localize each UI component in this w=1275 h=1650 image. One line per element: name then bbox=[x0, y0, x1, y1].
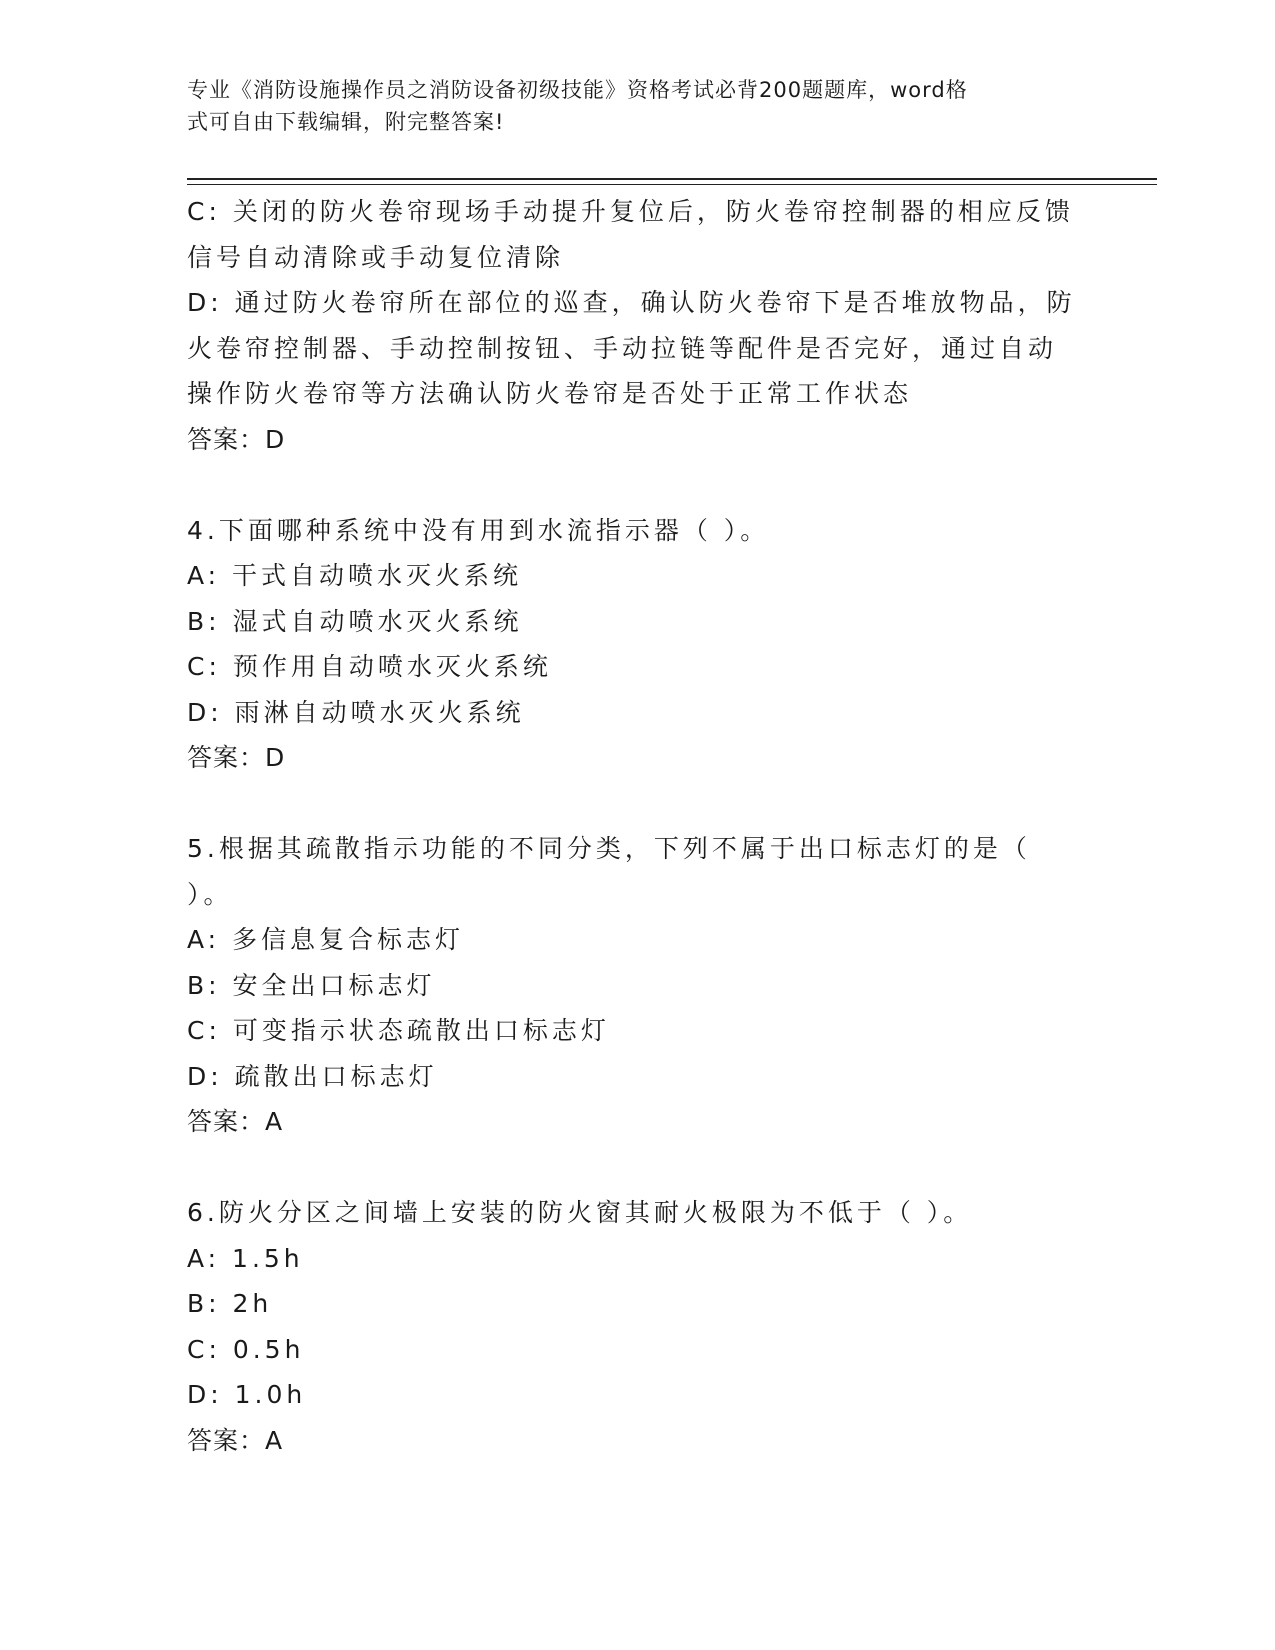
q5-option-b: B: 安全出口标志灯 bbox=[187, 970, 436, 1000]
spacer bbox=[187, 462, 1087, 508]
header-title-line-1: 专业《消防设施操作员之消防设备初级技能》资格考试必背200题题库，word格 bbox=[187, 78, 968, 102]
question-4 bbox=[187, 508, 1087, 781]
spacer bbox=[187, 781, 1087, 827]
q4-option-d: D: 雨淋自动喷水灭火系统 bbox=[187, 697, 525, 727]
q4-question: 4.下面哪种系统中没有用到水流指示器（ ）。 bbox=[187, 515, 770, 545]
q3-option-d-line-3: 操作防火卷帘等方法确认防火卷帘是否处于正常工作状态 bbox=[187, 379, 913, 408]
q5-question-line-1: 5.根据其疏散指示功能的不同分类，下列不属于出口标志灯的是（ bbox=[187, 834, 1031, 863]
q4-option-b: B: 湿式自动喷水灭火系统 bbox=[187, 606, 523, 636]
q5-option-a: A: 多信息复合标志灯 bbox=[187, 925, 465, 954]
q6-option-d: D: 1.0h bbox=[187, 1380, 307, 1409]
q6-option-c: C: 0.5h bbox=[187, 1334, 305, 1364]
q5-option-c: C: 可变指示状态疏散出口标志灯 bbox=[187, 1016, 610, 1045]
page-header bbox=[187, 74, 1067, 138]
question-5 bbox=[187, 826, 1087, 1145]
q6-option-b: B: 2h bbox=[187, 1289, 273, 1318]
q6-option-a: A: 1.5h bbox=[187, 1243, 304, 1273]
q3-option-d-line-2: 火卷帘控制器、手动控制按钮、手动拉链等配件是否完好，通过自动 bbox=[187, 333, 1058, 363]
q3-option-c-line-2: 信号自动清除或手动复位清除 bbox=[187, 242, 565, 272]
spacer bbox=[187, 1145, 1087, 1191]
q3-option-d-line-1: D: 通过防火卷帘所在部位的巡查，确认防火卷帘下是否堆放物品，防 bbox=[187, 288, 1076, 317]
q4-option-c: C: 预作用自动喷水灭火系统 bbox=[187, 652, 552, 681]
q4-answer: 答案：D bbox=[187, 743, 286, 772]
q5-answer: 答案：A bbox=[187, 1107, 284, 1136]
header-divider bbox=[187, 178, 1157, 185]
header-title-line-2: 式可自由下载编辑，附完整答案! bbox=[187, 110, 505, 134]
document-body bbox=[187, 189, 1087, 1463]
q6-question: 6.防火分区之间墙上安装的防火窗其耐火极限为不低于（ ）。 bbox=[187, 1198, 973, 1227]
q5-option-d: D: 疏散出口标志灯 bbox=[187, 1061, 438, 1091]
question-6 bbox=[187, 1190, 1087, 1463]
q3-option-c-line-1: C: 关闭的防火卷帘现场手动提升复位后，防火卷帘控制器的相应反馈 bbox=[187, 197, 1074, 226]
question-3-tail bbox=[187, 189, 1087, 462]
q4-option-a: A: 干式自动喷水灭火系统 bbox=[187, 561, 523, 590]
q3-answer: 答案：D bbox=[187, 424, 286, 454]
q5-question-line-2: ）。 bbox=[187, 879, 233, 909]
q6-answer: 答案：A bbox=[187, 1425, 284, 1455]
